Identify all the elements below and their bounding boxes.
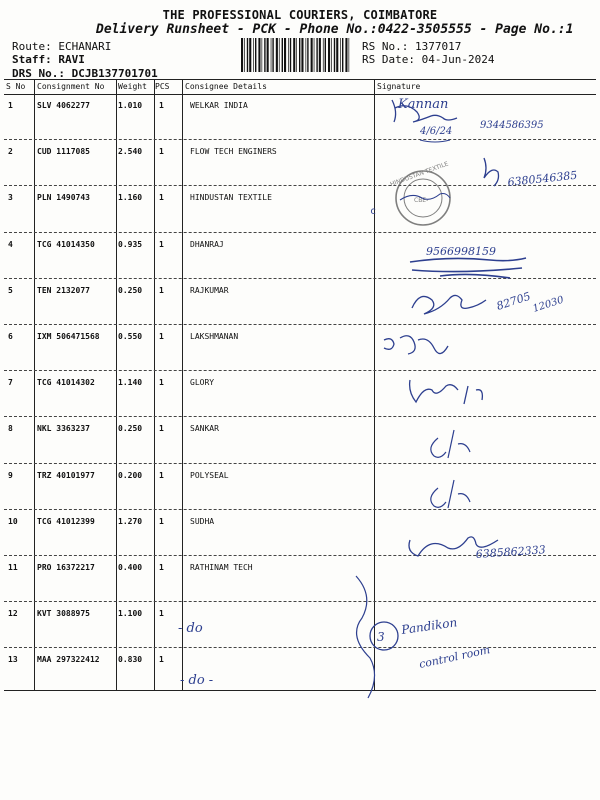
row-separator bbox=[4, 416, 596, 417]
row-pcs: 1 bbox=[159, 101, 164, 110]
row-separator bbox=[4, 232, 596, 233]
row-separator bbox=[4, 185, 596, 186]
row-sno: 5 bbox=[8, 285, 13, 295]
table-top-rule bbox=[4, 79, 596, 80]
row-pcs: 1 bbox=[159, 285, 164, 295]
table-row bbox=[4, 374, 596, 420]
row-pcs: 1 bbox=[159, 563, 164, 572]
row-consignment-no: SLV 4062277 bbox=[37, 101, 90, 110]
row-sno: 12 bbox=[8, 609, 18, 619]
signature-number: 82705 bbox=[494, 289, 533, 313]
stamp-text: HINDUSTAN TEXTILE bbox=[389, 160, 450, 189]
signature-date: 4/6/24 bbox=[420, 126, 453, 137]
signature-phone: 6385862333 bbox=[475, 543, 547, 561]
row-weight: 0.935 bbox=[118, 239, 143, 249]
row-weight: 0.550 bbox=[118, 332, 143, 341]
signature-name: Kannan bbox=[398, 97, 449, 112]
header-bottom-rule bbox=[4, 94, 596, 95]
row-pcs: 1 bbox=[159, 332, 164, 341]
row-weight: 0.830 bbox=[118, 655, 143, 665]
row-separator bbox=[4, 647, 596, 648]
rs-date: RS Date: 04-Jun-2024 bbox=[362, 53, 495, 66]
row-pcs: 1 bbox=[159, 424, 164, 434]
header-signature: Signature bbox=[377, 82, 421, 91]
row-sno: 10 bbox=[8, 516, 18, 526]
signature-note: control room bbox=[417, 643, 492, 671]
row-weight: 0.250 bbox=[118, 424, 143, 434]
table-row bbox=[4, 513, 596, 559]
route-label: Route: ECHANARI bbox=[12, 40, 112, 53]
table-row bbox=[4, 559, 596, 605]
header-consignee: Consignee Details bbox=[185, 82, 267, 91]
row-sno: 4 bbox=[8, 239, 13, 249]
row-weight: 1.140 bbox=[118, 378, 143, 388]
table-row bbox=[4, 282, 596, 328]
row-weight: 0.250 bbox=[118, 285, 143, 295]
drs-number: DRS No.: DCJB137701701 bbox=[12, 67, 158, 80]
row-sno: 2 bbox=[8, 147, 13, 157]
row-sno: 3 bbox=[8, 193, 13, 203]
row-weight: 1.270 bbox=[118, 516, 143, 526]
ditto-mark: - do - bbox=[180, 673, 214, 688]
ditto-mark: - do bbox=[178, 621, 203, 636]
row-consignment-no: TCG 41012399 bbox=[37, 516, 95, 526]
row-consignee: FLOW TECH ENGINERS bbox=[190, 147, 277, 157]
row-pcs: 1 bbox=[159, 609, 164, 619]
row-consignee: POLYSEAL bbox=[190, 470, 229, 480]
row-separator bbox=[4, 463, 596, 464]
row-consignment-no: NKL 3363237 bbox=[37, 424, 90, 434]
row-sno: 1 bbox=[8, 101, 13, 110]
row-consignee: LAKSHMANAN bbox=[190, 332, 239, 341]
row-consignee: SUDHA bbox=[190, 516, 215, 526]
signature-phone: 9344586395 bbox=[480, 120, 544, 131]
row-pcs: 1 bbox=[159, 239, 164, 249]
table-row bbox=[4, 236, 596, 282]
row-consignment-no: KVT 3088975 bbox=[37, 609, 90, 619]
signature-number: 12030 bbox=[531, 294, 566, 315]
signature-phone: 9566998159 bbox=[426, 245, 496, 258]
header-pcs: PCS bbox=[155, 82, 170, 91]
row-weight: 1.010 bbox=[118, 101, 143, 110]
rs-number: RS No.: 1377017 bbox=[362, 40, 462, 53]
row-consignment-no: PLN 1490743 bbox=[37, 193, 90, 203]
row-pcs: 1 bbox=[159, 655, 164, 665]
table-row bbox=[4, 97, 596, 143]
staff-label: Staff: RAVI bbox=[12, 53, 85, 66]
row-consignee: HINDUSTAN TEXTILE bbox=[190, 193, 272, 203]
row-consignment-no: PRO 16372217 bbox=[37, 563, 95, 572]
row-pcs: 1 bbox=[159, 516, 164, 526]
row-consignment-no: MAA 297322412 bbox=[37, 655, 100, 665]
row-sno: 13 bbox=[8, 655, 18, 665]
row-separator bbox=[4, 139, 596, 140]
row-pcs: 1 bbox=[159, 470, 164, 480]
row-pcs: 1 bbox=[159, 193, 164, 203]
row-consignee: SANKAR bbox=[190, 424, 219, 434]
signature-phone: 6380546385 bbox=[506, 168, 578, 189]
circle-number: 3 bbox=[377, 630, 385, 644]
row-separator bbox=[4, 278, 596, 279]
runsheet-title: Delivery Runsheet - PCK - Phone No.:0422-3505555 - Page No.:1 bbox=[96, 22, 574, 37]
row-consignment-no: TCG 41014302 bbox=[37, 378, 95, 388]
stamp-city: CBE- bbox=[414, 197, 429, 204]
header-consignment: Consignment No bbox=[37, 82, 105, 91]
row-weight: 1.160 bbox=[118, 193, 143, 203]
table-bottom-rule bbox=[4, 690, 596, 691]
row-separator bbox=[4, 370, 596, 371]
header-weight: Weight bbox=[118, 82, 147, 91]
row-sno: 11 bbox=[8, 563, 18, 572]
row-separator bbox=[4, 555, 596, 556]
row-sno: 9 bbox=[8, 470, 13, 480]
row-sno: 6 bbox=[8, 332, 13, 341]
row-consignee: GLORY bbox=[190, 378, 215, 388]
row-consignee: DHANRAJ bbox=[190, 239, 224, 249]
row-sno: 7 bbox=[8, 378, 13, 388]
ink-mark: c bbox=[370, 206, 377, 217]
row-consignee: WELKAR INDIA bbox=[190, 101, 248, 110]
table-row bbox=[4, 328, 596, 374]
row-consignee: RATHINAM TECH bbox=[190, 563, 253, 572]
table-row bbox=[4, 189, 596, 235]
row-consignment-no: TEN 2132077 bbox=[37, 285, 90, 295]
row-weight: 1.100 bbox=[118, 609, 143, 619]
company-name: THE PROFESSIONAL COURIERS, COIMBATORE bbox=[162, 8, 438, 22]
row-consignment-no: TCG 41014350 bbox=[37, 239, 95, 249]
row-pcs: 1 bbox=[159, 378, 164, 388]
header-sno: S No bbox=[6, 82, 26, 91]
table-row bbox=[4, 420, 596, 466]
table-row bbox=[4, 467, 596, 513]
row-separator bbox=[4, 324, 596, 325]
row-separator bbox=[4, 601, 596, 602]
row-weight: 0.200 bbox=[118, 470, 143, 480]
row-pcs: 1 bbox=[159, 147, 164, 157]
runsheet-table bbox=[4, 79, 596, 691]
barcode bbox=[241, 38, 353, 72]
row-weight: 0.400 bbox=[118, 563, 143, 572]
row-consignee: RAJKUMAR bbox=[190, 285, 229, 295]
table-row bbox=[4, 143, 596, 189]
row-weight: 2.540 bbox=[118, 147, 143, 157]
row-consignment-no: TRZ 40101977 bbox=[37, 470, 95, 480]
row-sno: 8 bbox=[8, 424, 13, 434]
row-consignment-no: IXM 506471568 bbox=[37, 332, 100, 341]
row-consignment-no: CUD 1117085 bbox=[37, 147, 90, 157]
signature-name: Pandikon bbox=[400, 615, 459, 637]
table-row bbox=[4, 605, 596, 651]
row-separator bbox=[4, 509, 596, 510]
